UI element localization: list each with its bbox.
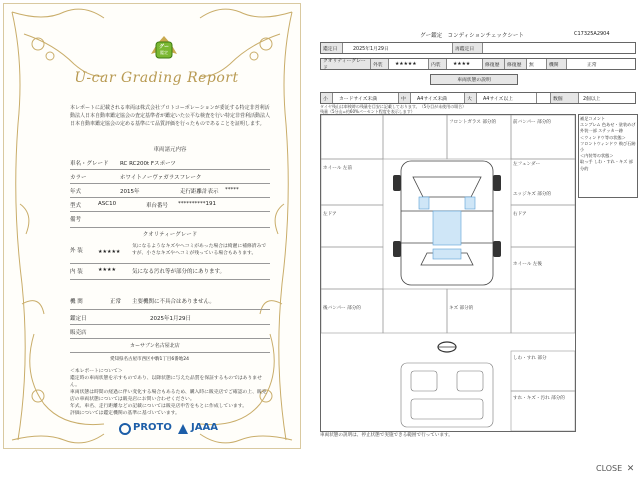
- exterior-row: [70, 241, 270, 264]
- notes-block: [70, 368, 270, 417]
- remarks-label: 備考: [70, 217, 82, 223]
- certificate-intro: 本レポートに記載される車両は株式会社プロトコーポレーションが委託する特定非営利活動法人日本自動車鑑定協会の査定基準者が鑑定いた公平な検査を行い特定非営利活動法人日本自動車鑑定協会の定める基準にて品質評価を行ったものであることを証明します。: [70, 105, 271, 127]
- engine-value: 正常: [587, 62, 597, 68]
- address-row: [70, 354, 270, 364]
- color-value: ホワイトノーヴァガラスフレーク: [120, 175, 202, 181]
- note-line: 補足コメント: [580, 116, 606, 121]
- diagram-label: 後バンパー 部分的: [323, 306, 361, 311]
- engine-label: 機関: [547, 59, 567, 69]
- history-value: 無: [527, 59, 547, 69]
- note-line: 取っ手 しわ・すれ・キズ 部分的: [580, 159, 633, 171]
- remarks-row: [70, 213, 270, 228]
- model-label: 車名・グレード: [70, 161, 109, 167]
- sheet-doc-id: C17325A2904: [574, 31, 610, 37]
- note-item: 評価については鑑定機関の基準に基づいています。: [70, 411, 180, 416]
- diagram-label: エッジキズ 部分的: [513, 192, 552, 197]
- diagram-label: 左ドア: [323, 212, 337, 217]
- note-item: 車両状態は時間の経過に伴い変化する場合もあるため、購入時に販売店でご確認の上、販売店の車両状態については販売店にお問い合わせください。: [70, 390, 267, 402]
- diagram-label: キズ 部分的: [449, 306, 474, 311]
- condition-check-sheet: [312, 22, 634, 442]
- badge-bottom-text: 鑑定: [160, 50, 168, 55]
- sheet-exterior-label: 外装: [371, 59, 389, 69]
- reinspect-label: 再鑑定日: [453, 43, 483, 53]
- store-label: 販売店: [70, 330, 87, 336]
- note-line: エンブレム 色あせ・塗装めげ: [580, 122, 636, 128]
- year-label: 年式: [70, 189, 82, 195]
- sheet-interior-label: 内装: [429, 59, 447, 69]
- grading-certificate: [3, 3, 301, 449]
- certificate-title: U-car Grading Report: [74, 70, 239, 86]
- store-value: カーサブン名古屋北店: [130, 343, 180, 349]
- type-row: [70, 199, 270, 212]
- interior-extra-row: [70, 282, 270, 292]
- date-value: 2025年1月29日: [150, 316, 191, 322]
- mileage-label: 走行距離計表示: [180, 189, 219, 195]
- sheet-date-value: 2025年1月29日: [343, 43, 453, 53]
- mechanical-label: 機 関: [70, 299, 83, 305]
- diagram-label: ホイール 左前: [323, 166, 352, 171]
- year-value: 2015年: [120, 189, 140, 195]
- history-label: 修復歴: [505, 59, 527, 69]
- footer-logos: [119, 422, 219, 436]
- goo-appraisal-badge: [147, 32, 181, 62]
- close-icon: ✕: [626, 464, 635, 474]
- close-label: CLOSE: [596, 464, 623, 473]
- note-line: ＜ウィンドウ等の状態＞: [580, 134, 626, 140]
- vehicle-section-title: 車両諸元内容: [153, 147, 187, 153]
- size-large-desc: A4サイズ以上: [477, 93, 537, 103]
- exterior-stars: ★★★★★: [98, 249, 121, 255]
- count-desc: 2個以上: [583, 96, 601, 102]
- size-large: 大: [465, 93, 477, 103]
- sheet-date-label: 鑑定日: [321, 43, 343, 53]
- type-value: ASC10: [98, 201, 117, 207]
- sheet-footer-note: 車両状態の説明は、停止状態で実施できる範囲で行っています。: [320, 433, 453, 438]
- grade-table: [320, 58, 636, 70]
- model-row: [70, 157, 270, 170]
- note-line: フロントウィンドウ 飛び石跡 小: [580, 140, 636, 153]
- diagram-label: 右ドア: [513, 212, 527, 217]
- size-medium: 中: [399, 93, 411, 103]
- interior-label: 内 装: [70, 269, 83, 275]
- sheet-title: グー鑑定 コンディションチェックシート: [420, 33, 524, 39]
- interior-text: 気になる汚れ等が部分的にあります。: [132, 269, 226, 275]
- count-label: 数個: [551, 93, 579, 103]
- condition-notes: [578, 114, 638, 198]
- mechanical-grade: 正常: [110, 299, 122, 305]
- size-legend-table: [320, 92, 636, 104]
- diagram-label: フロントガラス 部分的: [449, 120, 497, 125]
- exterior-text: 気になるようなキズやヘコミがあった場合は綺麗に補修済みですが、小さなキズやヘコミが残っている場合もあります。: [132, 244, 267, 256]
- size-medium-desc: A4サイズ未満: [411, 93, 465, 103]
- color-label: カラー: [70, 175, 87, 181]
- diagram-label: 左フェンダー: [513, 162, 541, 167]
- address-value: 愛知県名古屋市西区中駒1丁目6番地24: [110, 357, 189, 362]
- close-button[interactable]: [596, 464, 634, 474]
- grade-label: クオリティーグレード: [321, 59, 371, 69]
- note-line: 外装一部 ステッカー跡: [580, 128, 624, 134]
- model-value: RC RC200t Fスポーツ: [120, 161, 176, 167]
- exterior-label: 外 装: [70, 248, 83, 254]
- quality-section-title: クオリティーグレード: [142, 232, 198, 238]
- badge-top-text: グー: [158, 44, 169, 50]
- date-table: [320, 42, 636, 54]
- year-row: [70, 185, 270, 198]
- type-label: 型式: [70, 203, 82, 209]
- diagram-label: ホイール 左後: [513, 262, 542, 267]
- vehicle-diagram-area: [320, 114, 576, 432]
- condition-title: 車両状態の説明: [430, 74, 518, 85]
- note-item: 年式、車名、走行距離などの記載については販売店申告をもとに作成しています。: [70, 404, 248, 409]
- proto-logo-icon: [119, 423, 131, 435]
- date-label: 鑑定日: [70, 316, 87, 322]
- mileage-value: *****: [225, 187, 239, 193]
- color-row: [70, 171, 270, 184]
- chassis-value: **********191: [178, 201, 216, 207]
- store-name-row: [70, 340, 270, 353]
- interior-row: [70, 265, 270, 280]
- chassis-label: 車台番号: [146, 203, 169, 209]
- repair-label: 修復歴: [483, 59, 505, 69]
- jaaa-logo-text: JAAA: [191, 422, 218, 433]
- store-row: [70, 326, 270, 339]
- date-row: [70, 312, 270, 325]
- interior-stars: ★★★★: [98, 267, 116, 273]
- size-small: 小: [321, 93, 333, 103]
- sheet-exterior-stars: ★★★★★: [389, 59, 429, 69]
- note-item: 鑑定時の車両状態を示すものであり、以降状態に与えた品質を保証するものではありません。: [70, 376, 262, 388]
- legend-note-2: 残量（5分山=約60%パーセント程度を表示します）: [320, 109, 415, 114]
- sheet-interior-stars: ★★★★: [447, 59, 483, 69]
- mechanical-text: 主要機関に不具合はありません。: [132, 299, 215, 305]
- proto-logo-text: PROTO: [133, 422, 172, 433]
- jaaa-logo-icon: [177, 423, 189, 435]
- size-small-desc: カードサイズ未満: [333, 93, 399, 103]
- diagram-label: しわ・すれ 部分: [513, 356, 547, 361]
- note-line: ＜内装等の状態＞: [580, 153, 614, 159]
- legend-note: タイヤ残山は車検時の残量を目安に記載しております。（5分目が未使用の場合）: [320, 104, 467, 109]
- mechanical-row: [70, 295, 270, 310]
- diagram-label: すれ・キズ・汚れ 部分的: [513, 396, 565, 401]
- notes-title: ＜本レポートについて＞: [70, 369, 123, 374]
- diagram-label: 前バンパー 部分的: [513, 120, 551, 125]
